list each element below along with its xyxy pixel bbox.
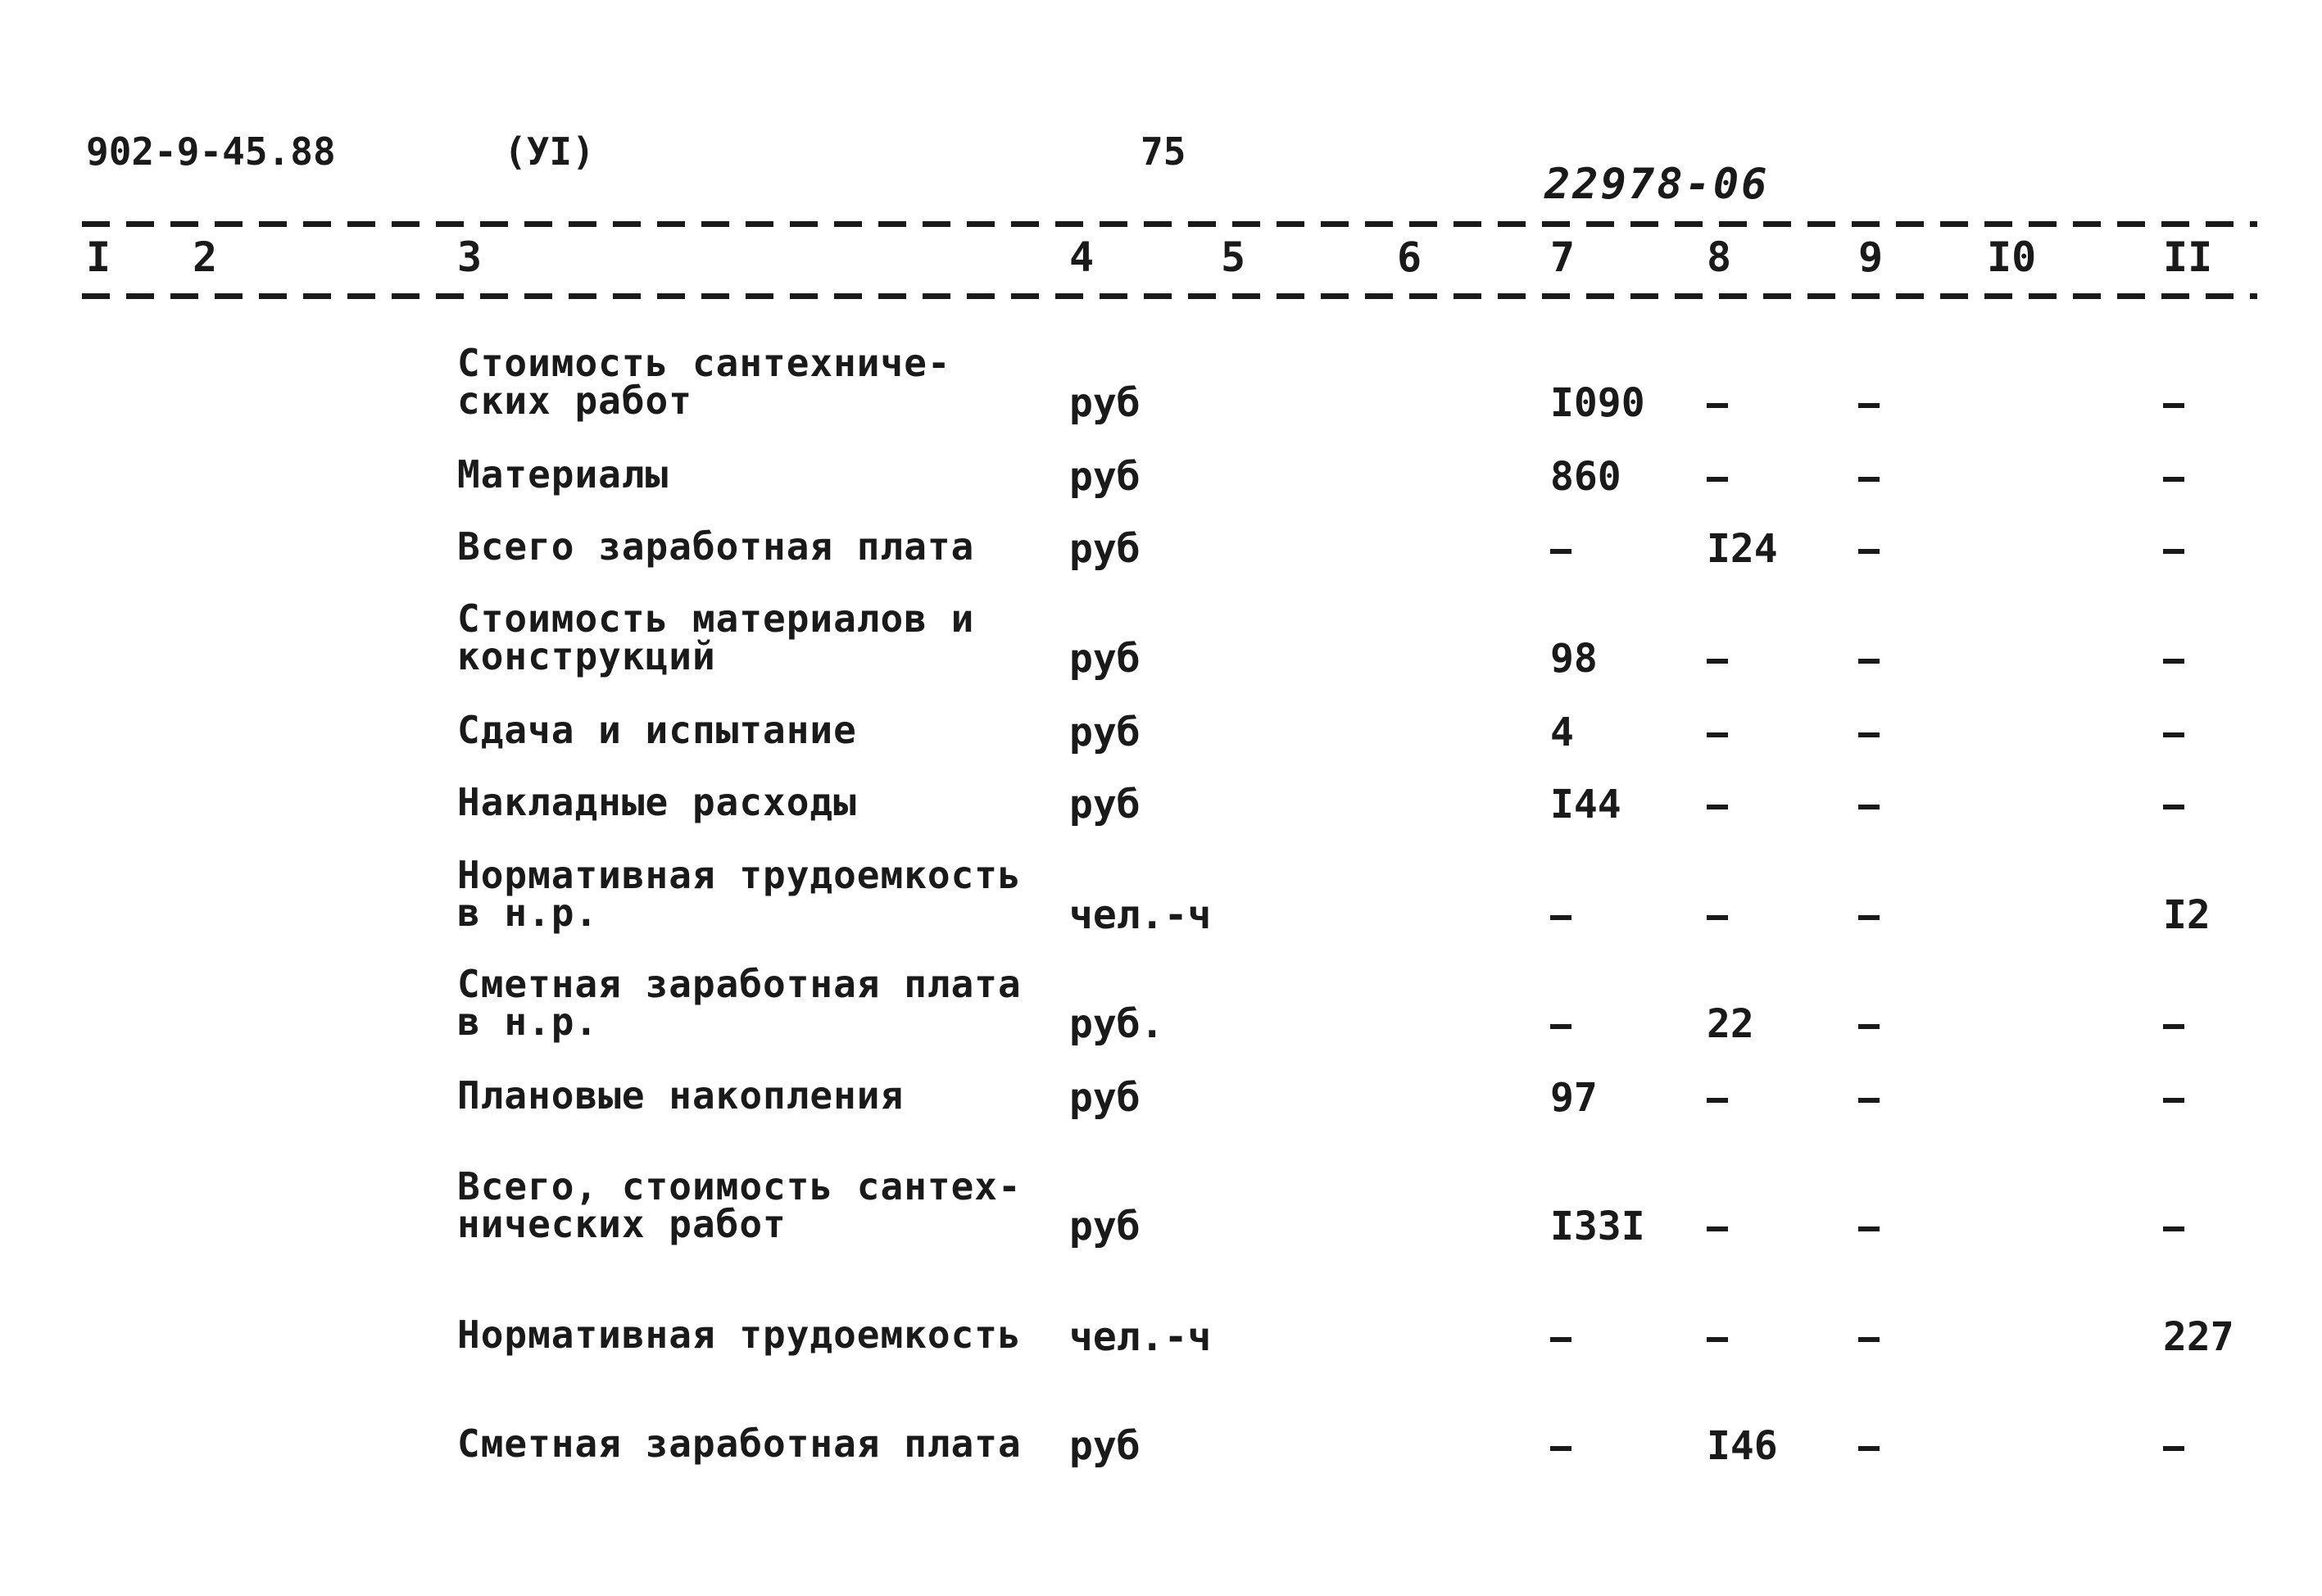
dash-mark [1707, 1098, 1728, 1103]
row-description [457, 708, 857, 752]
dash-mark [1858, 1024, 1880, 1029]
dash-mark [2163, 805, 2184, 809]
cell-c11: 227 [2163, 1314, 2234, 1360]
cell-c7 [1550, 1001, 1571, 1047]
dash-mark [2163, 659, 2184, 664]
description-line: Всего, стоимость сантех- [457, 1164, 1022, 1208]
cell-c8 [1707, 1314, 1728, 1360]
dash-mark [1858, 1098, 1880, 1103]
cell-c8 [1707, 892, 1728, 938]
cell-c9 [1858, 454, 1880, 500]
cell-c7: 98 [1550, 636, 1598, 682]
column-number: I [86, 234, 111, 281]
header-top-rule [82, 221, 2257, 227]
cell-c7 [1550, 526, 1571, 572]
column-number: 4 [1069, 234, 1095, 281]
cell-c11 [2163, 1204, 2184, 1249]
row-unit: руб [1069, 380, 1141, 426]
cell-c9 [1858, 380, 1880, 426]
cell-c8 [1707, 710, 1728, 755]
cell-c7: I090 [1550, 380, 1645, 426]
row-unit: руб [1069, 526, 1141, 572]
cell-c9 [1858, 1001, 1880, 1047]
cell-c8: I24 [1707, 526, 1778, 572]
column-number: 2 [193, 234, 218, 281]
row-unit: руб [1069, 1204, 1141, 1249]
cell-c11 [2163, 1423, 2184, 1469]
cell-c11: I2 [2163, 892, 2211, 938]
cell-c7 [1550, 1314, 1571, 1360]
header-bottom-rule [82, 293, 2257, 299]
row-description [457, 1421, 1022, 1466]
row-unit: чел.-ч [1069, 1314, 1212, 1360]
cell-c7: 4 [1550, 710, 1574, 755]
dash-mark [1858, 805, 1880, 809]
cell-c11 [2163, 1075, 2184, 1121]
row-description [457, 341, 951, 423]
description-line: ских работ [457, 379, 692, 423]
cell-c9 [1858, 1423, 1880, 1469]
cell-c8 [1707, 782, 1728, 827]
cell-c8 [1707, 454, 1728, 500]
dash-mark [1858, 477, 1880, 482]
dash-mark [1858, 915, 1880, 920]
row-description [457, 596, 975, 678]
dash-mark [1858, 1337, 1880, 1342]
row-unit: руб [1069, 454, 1141, 500]
cell-c9 [1858, 1204, 1880, 1249]
dash-mark [1707, 1226, 1728, 1231]
dash-mark [1858, 659, 1880, 664]
dash-mark [2163, 1024, 2184, 1029]
row-unit: руб [1069, 1075, 1141, 1121]
dash-mark [1707, 805, 1728, 809]
row-description [457, 1164, 1022, 1246]
page-number: 75 [1141, 129, 1186, 174]
description-line: в н.р. [457, 1000, 599, 1044]
dash-mark [2163, 549, 2184, 554]
dash-mark [1707, 915, 1728, 920]
description-line: Нормативная трудоемкость [457, 853, 1022, 897]
column-number: 7 [1550, 234, 1576, 281]
description-line: Материалы [457, 452, 669, 496]
column-number: II [2163, 234, 2213, 281]
description-line: Накладные расходы [457, 780, 857, 824]
dash-mark [1858, 1446, 1880, 1451]
description-line: Сметная заработная плата [457, 962, 1022, 1006]
dash-mark [1707, 659, 1728, 664]
row-description [457, 524, 975, 569]
row-description [457, 1073, 905, 1118]
dash-mark [1858, 732, 1880, 737]
row-unit: чел.-ч [1069, 892, 1212, 938]
dash-mark [2163, 732, 2184, 737]
dash-mark [1550, 549, 1571, 554]
column-number: I0 [1987, 234, 2037, 281]
cell-c9 [1858, 526, 1880, 572]
cell-c8 [1707, 1075, 1728, 1121]
dash-mark [1707, 477, 1728, 482]
cell-c7: I33I [1550, 1204, 1645, 1249]
cell-c9 [1858, 710, 1880, 755]
column-number: 8 [1707, 234, 1732, 281]
dash-mark [1858, 549, 1880, 554]
row-description [457, 780, 857, 824]
cell-c11 [2163, 454, 2184, 500]
cell-c8: 22 [1707, 1001, 1754, 1047]
inventory-stamp: 22978-06 [1544, 160, 1770, 209]
cell-c9 [1858, 636, 1880, 682]
dash-mark [1550, 1446, 1571, 1451]
description-line: Сдача и испытание [457, 708, 857, 752]
dash-mark [2163, 477, 2184, 482]
description-line: Нормативная трудоемкость [457, 1313, 1022, 1357]
cell-c11 [2163, 710, 2184, 755]
row-description [457, 452, 669, 496]
column-number: 3 [457, 234, 483, 281]
cell-c11 [2163, 1001, 2184, 1047]
cell-c8 [1707, 380, 1728, 426]
description-line: Плановые накопления [457, 1073, 905, 1118]
dash-mark [2163, 403, 2184, 408]
dash-mark [1707, 403, 1728, 408]
dash-mark [2163, 1098, 2184, 1103]
dash-mark [1550, 1337, 1571, 1342]
dash-mark [1707, 1337, 1728, 1342]
cell-c11 [2163, 526, 2184, 572]
description-line: Стоимость сантехниче- [457, 341, 951, 385]
cell-c11 [2163, 636, 2184, 682]
cell-c11 [2163, 782, 2184, 827]
section-label: (УI) [504, 129, 595, 174]
cell-c9 [1858, 782, 1880, 827]
row-unit: руб [1069, 782, 1141, 827]
description-line: Сметная заработная плата [457, 1421, 1022, 1466]
row-unit: руб. [1069, 1001, 1164, 1047]
row-description [457, 962, 1022, 1044]
column-number: 9 [1858, 234, 1884, 281]
dash-mark [1858, 403, 1880, 408]
cell-c7: I44 [1550, 782, 1621, 827]
dash-mark [2163, 1226, 2184, 1231]
description-line: Всего заработная плата [457, 524, 975, 569]
cell-c9 [1858, 892, 1880, 938]
cell-c7: 860 [1550, 454, 1621, 500]
cell-c7 [1550, 892, 1571, 938]
cell-c7 [1550, 1423, 1571, 1469]
description-line: конструкций [457, 634, 716, 678]
description-line: нических работ [457, 1202, 787, 1246]
dash-mark [1707, 732, 1728, 737]
description-line: Стоимость материалов и [457, 596, 975, 641]
dash-mark [2163, 1446, 2184, 1451]
column-number: 5 [1221, 234, 1246, 281]
cell-c11 [2163, 380, 2184, 426]
cell-c9 [1858, 1314, 1880, 1360]
dash-mark [1550, 1024, 1571, 1029]
row-unit: руб [1069, 636, 1141, 682]
row-description [457, 853, 1022, 935]
dash-mark [1550, 915, 1571, 920]
row-description [457, 1313, 1022, 1357]
cell-c8 [1707, 636, 1728, 682]
cell-c7: 97 [1550, 1075, 1598, 1121]
row-unit: руб [1069, 1423, 1141, 1469]
cell-c8: I46 [1707, 1423, 1778, 1469]
cell-c8 [1707, 1204, 1728, 1249]
document-code: 902-9-45.88 [86, 129, 336, 174]
row-unit: руб [1069, 710, 1141, 755]
column-number: 6 [1397, 234, 1422, 281]
dash-mark [1858, 1226, 1880, 1231]
cell-c9 [1858, 1075, 1880, 1121]
description-line: в н.р. [457, 891, 599, 935]
